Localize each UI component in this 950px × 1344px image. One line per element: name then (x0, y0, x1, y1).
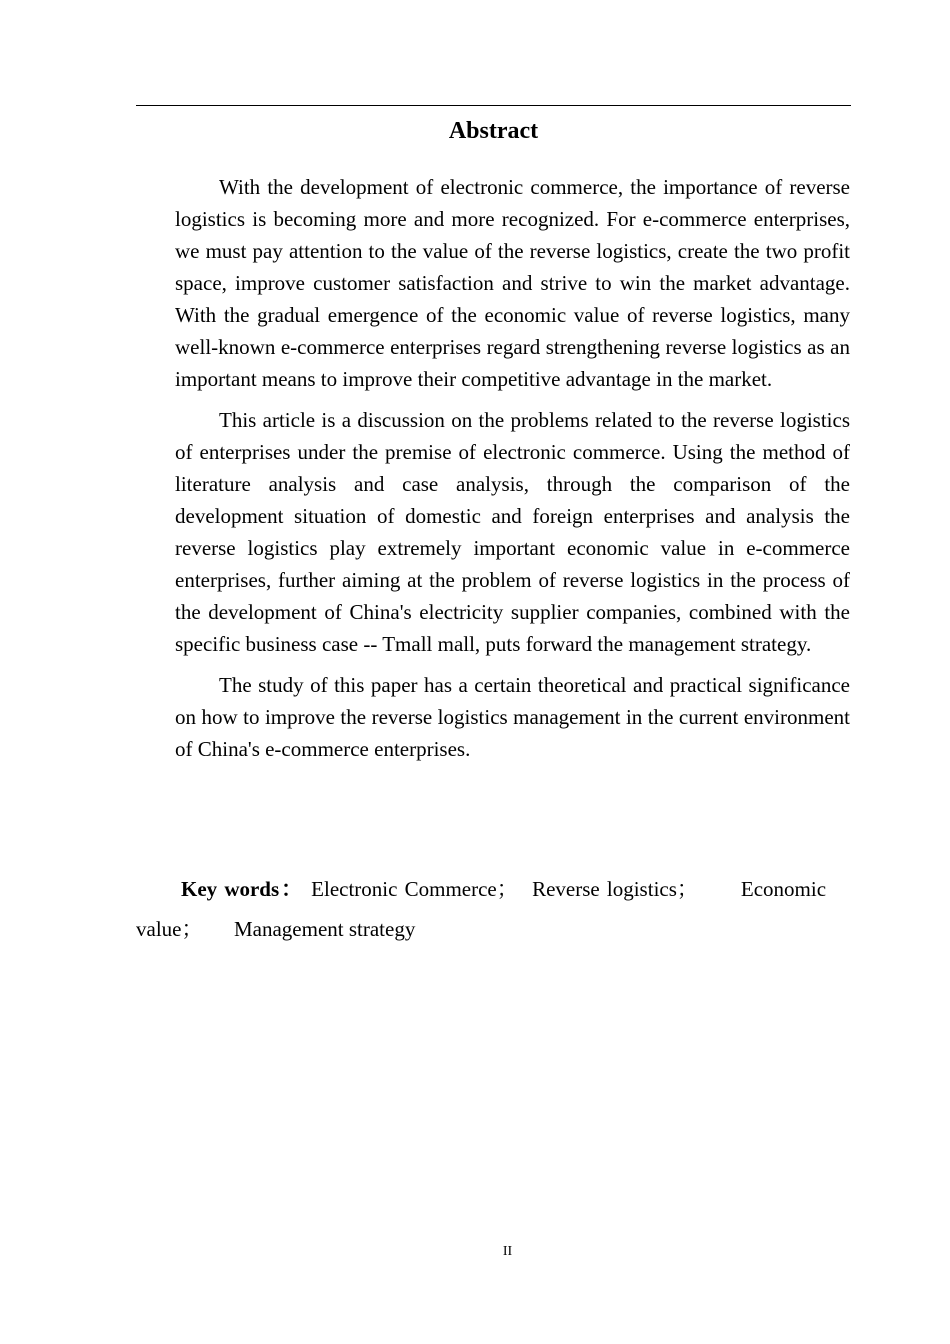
abstract-title: Abstract (448, 118, 539, 144)
abstract-paragraph-1: With the development of electronic commerce, the importance of reverse logistics is becoming more and more recognized. For e-commerce enterprises, we must pay attention to the value of the reverse logistics, create the two profit space, improve customer satisfaction and strive to win the market advantage. With the gradual emergence of the economic value of reverse logistics, many well-known e-commerce enterprises regard strengthening reverse logistics as an important means to improve their competitive advantage in the market. (175, 175, 850, 391)
keyword-reverse-logistics: Reverse logistics； (532, 877, 698, 901)
abstract-body (175, 171, 850, 774)
header-rule (136, 105, 851, 106)
keyword-economic-value: Economic value； (136, 877, 827, 941)
keywords-label: Key words： (181, 877, 304, 901)
abstract-paragraph-3: The study of this paper has a certain theoretical and practical significance on how to improve the reverse logistics management in the current environment of China's e-commerce enterprises. (175, 673, 850, 761)
keyword-electronic-commerce: Electronic Commerce； (311, 877, 518, 901)
keyword-management-strategy: Management strategy (233, 917, 416, 941)
abstract-paragraph-2: This article is a discussion on the problems related to the reverse logistics of enterprises under the premise of electronic commerce. Using the method of literature analysis and case analysis, through the comparison of the development situation of domestic and foreign enterprises and analysis the reverse logistics play extremely important economic value in e-commerce enterprises, further aiming at the problem of reverse logistics in the process of the development of China's electricity supplier companies, combined with the specific business case -- Tmall mall, puts forward the management strategy. (175, 408, 850, 656)
keywords-line (136, 869, 826, 949)
page-number: II (502, 1244, 513, 1259)
